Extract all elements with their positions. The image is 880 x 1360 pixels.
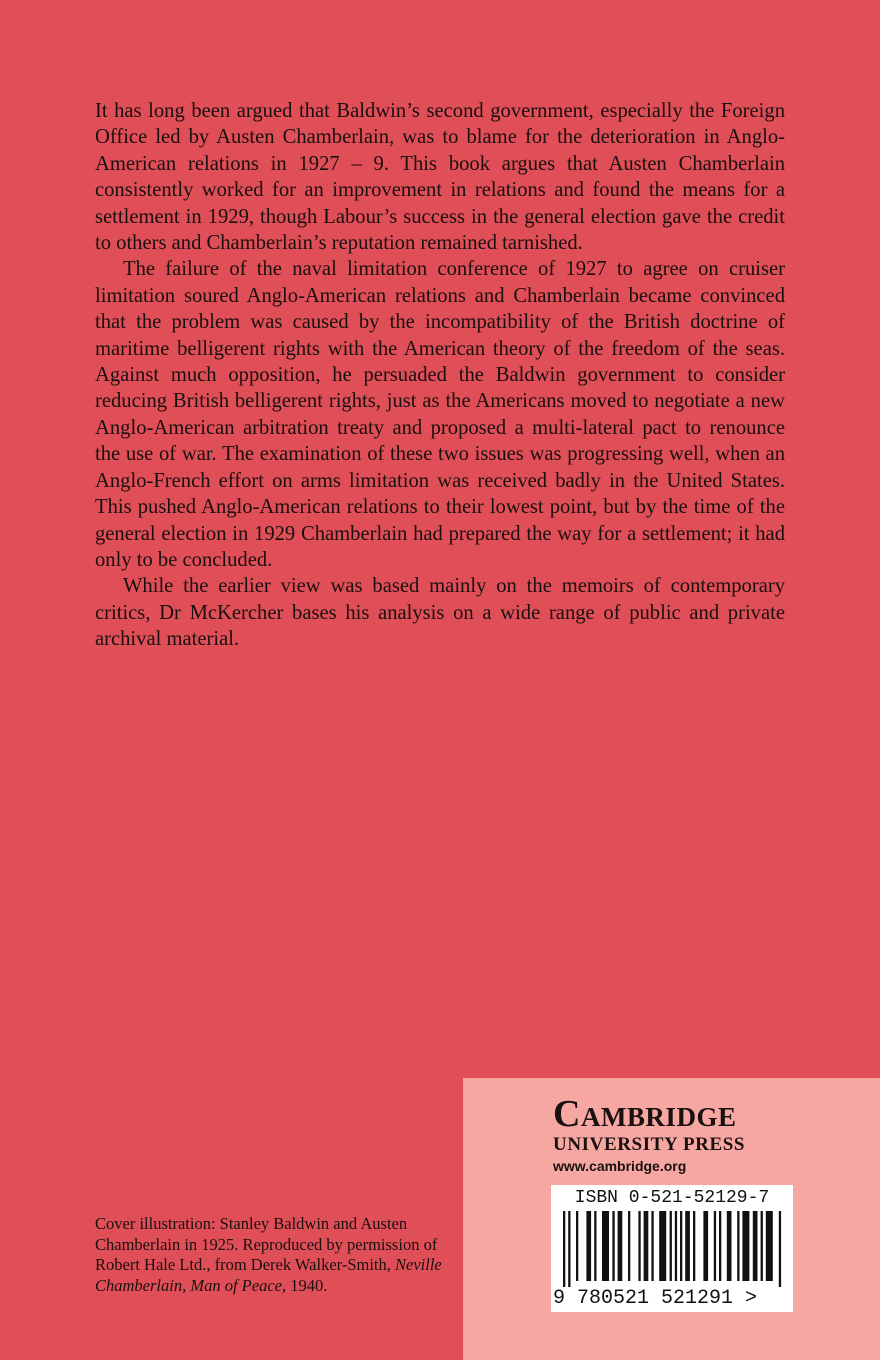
publisher-url: www.cambridge.org [553, 1158, 687, 1174]
barcode-bar [680, 1211, 682, 1281]
barcode-bar [638, 1211, 640, 1281]
barcode-bar [753, 1211, 758, 1281]
credit-year: 1940. [286, 1275, 328, 1295]
barcode-bar [761, 1211, 763, 1281]
barcode-bar [719, 1211, 721, 1281]
barcode-bar [737, 1211, 739, 1281]
barcode-bar [651, 1211, 653, 1281]
ean-number: 9 780521 521291 > [553, 1287, 758, 1310]
publisher-subtitle: UNIVERSITY PRESS [553, 1134, 746, 1155]
barcode-bar [644, 1211, 649, 1281]
barcode-bar [685, 1211, 690, 1281]
barcode-bar [766, 1211, 773, 1281]
blurb-paragraph-2: The failure of the naval limitation conference of 1927 to agree on cruiser limitation soured Anglo-American relations and Chamberlain became convinced that the problem was caused by the incompatibility of the British doctrine of maritime belligerent rights with the American theory of the freedom of the seas. Against much opposition, he persuaded the Baldwin government to consider reducing British belligerent rights, just as the Americans moved to negotiate a new Anglo-American arbitration treaty and proposed a multi-lateral pact to renounce the use of war. The examination of these two issues was progressing well, when an Anglo-French effort on arms limitation was received badly in the United States. This pushed Anglo-American relations to their lowest point, but by the time of the general election in 1929 Chamberlain had prepared the way for a settlement; it had only to be concluded. [95, 258, 785, 571]
barcode-bar [714, 1211, 716, 1281]
back-cover-blurb [95, 98, 785, 653]
barcode-bar [670, 1211, 672, 1281]
publisher-panel [463, 1078, 880, 1360]
barcode-bar [727, 1211, 732, 1281]
barcode-bar [618, 1211, 623, 1281]
barcode-bar [703, 1211, 708, 1281]
isbn-label: ISBN 0-521-52129-7 [574, 1188, 770, 1208]
barcode-icon [563, 1211, 785, 1287]
barcode-bar [576, 1211, 578, 1281]
credit-text: Cover illustration: Stanley Baldwin and Austen Chamberlain in 1925. Reproduced by permission of Robert Hale Ltd., from Derek Walker-Smith, [95, 1214, 438, 1274]
barcode-bar [659, 1211, 666, 1281]
barcode-bar [586, 1211, 591, 1281]
barcode-bar [628, 1211, 630, 1281]
blurb-paragraph-1: It has long been argued that Baldwin’s second government, especially the Foreign Office led by Austen Chamberlain, was to blame for the deterioration in Anglo-American relations in 1927 – 9. This book argues that Austen Chamberlain consistently worked for an improvement in relations and found the means for a settlement in 1929, though Labour’s success in the general election gave the credit to others and Chamberlain’s reputation remained tarnished. [95, 100, 785, 255]
publisher-name: Cambridge [553, 1093, 737, 1135]
cover-illustration-credit [95, 1214, 465, 1296]
blurb-paragraph-3: While the earlier view was based mainly on the memoirs of contemporary critics, Dr McKercher bases his analysis on a wide range of public and private archival material. [95, 575, 785, 651]
barcode-bar [693, 1211, 695, 1281]
barcode-bar [675, 1211, 677, 1281]
barcode-bar [602, 1211, 609, 1281]
barcode-bar [594, 1211, 596, 1281]
barcode-bar [742, 1211, 749, 1281]
barcode-bar [779, 1211, 781, 1287]
barcode-bar [568, 1211, 570, 1287]
isbn-barcode-box [551, 1185, 793, 1312]
barcode-bar [563, 1211, 565, 1287]
credit-book-title: Neville Chamberlain, Man of Peace, [95, 1255, 442, 1295]
barcode-bar [612, 1211, 614, 1281]
